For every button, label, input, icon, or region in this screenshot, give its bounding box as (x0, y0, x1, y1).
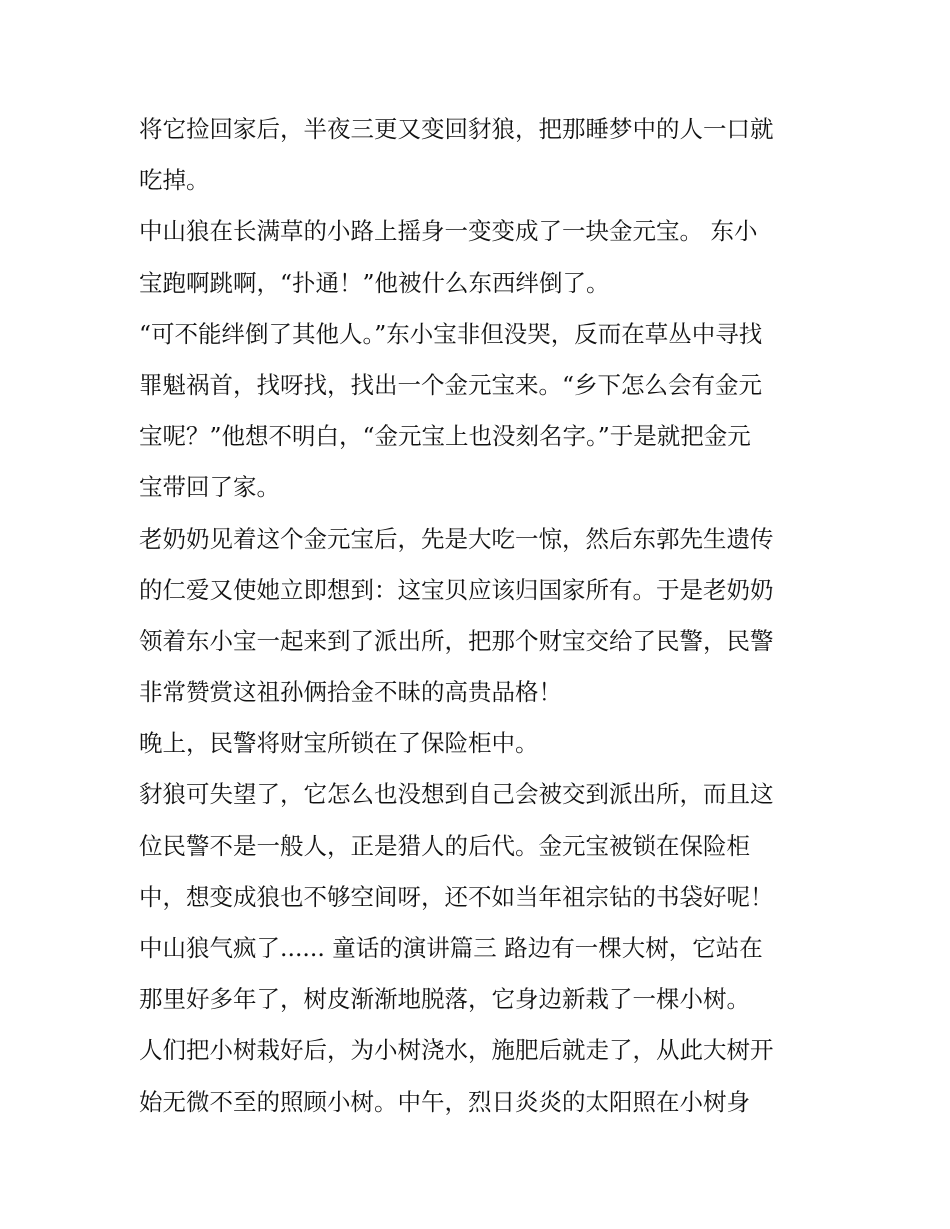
text-line: 中，想变成狼也不够空间呀，还不如当年祖宗钻的书袋好呢！ (139, 882, 774, 911)
text-line: 宝跑啊跳啊，“扑通！”他被什么东西绊倒了。 (139, 268, 610, 297)
text-line: 的仁爱又使她立即想到：这宝贝应该归国家所有。于是老奶奶 (139, 575, 774, 604)
text-line: 宝呢？”他想不明白，“金元宝上也没刻名字。”于是就把金元 (139, 422, 751, 451)
text-line: 始无微不至的照顾小树。中午，烈日炎炎的太阳照在小树身 (139, 1087, 750, 1116)
text-line: 吃掉。 (139, 166, 210, 195)
text-line: 领着东小宝一起来到了派出所，把那个财宝交给了民警，民警 (139, 626, 774, 655)
text-line: 中山狼在长满草的小路上摇身一变变成了一块金元宝。 东小 (139, 217, 758, 246)
text-line: 非常赞赏这祖孙俩拾金不昧的高贵品格！ (139, 678, 562, 707)
text-line: 那里好多年了，树皮渐渐地脱落，它身边新栽了一棵小树。 (139, 985, 750, 1014)
text-line: 人们把小树栽好后，为小树浇水，施肥后就走了，从此大树开 (139, 1036, 774, 1065)
text-line: 晚上，民警将财宝所锁在了保险柜中。 (139, 729, 539, 758)
text-line: 罪魁祸首，找呀找，找出一个金元宝来。“乡下怎么会有金元 (139, 370, 763, 399)
text-line: 位民警不是一般人，正是猎人的后代。金元宝被锁在保险柜 (139, 831, 750, 860)
text-line: 将它捡回家后，半夜三更又变回豺狼，把那睡梦中的人一口就 (139, 115, 774, 143)
text-line: “可不能绊倒了其他人。”东小宝非但没哭，反而在草丛中寻找 (139, 319, 763, 348)
text-line: 豺狼可失望了，它怎么也没想到自己会被交到派出所，而且这 (139, 780, 774, 809)
document-body (139, 104, 829, 1128)
text-line: 宝带回了家。 (139, 473, 280, 502)
text-line: 老奶奶见着这个金元宝后，先是大吃一惊，然后东郭先生遗传 (139, 524, 774, 553)
text-line: 中山狼气疯了...... 童话的演讲篇三 路边有一棵大树，它站在 (139, 934, 763, 962)
